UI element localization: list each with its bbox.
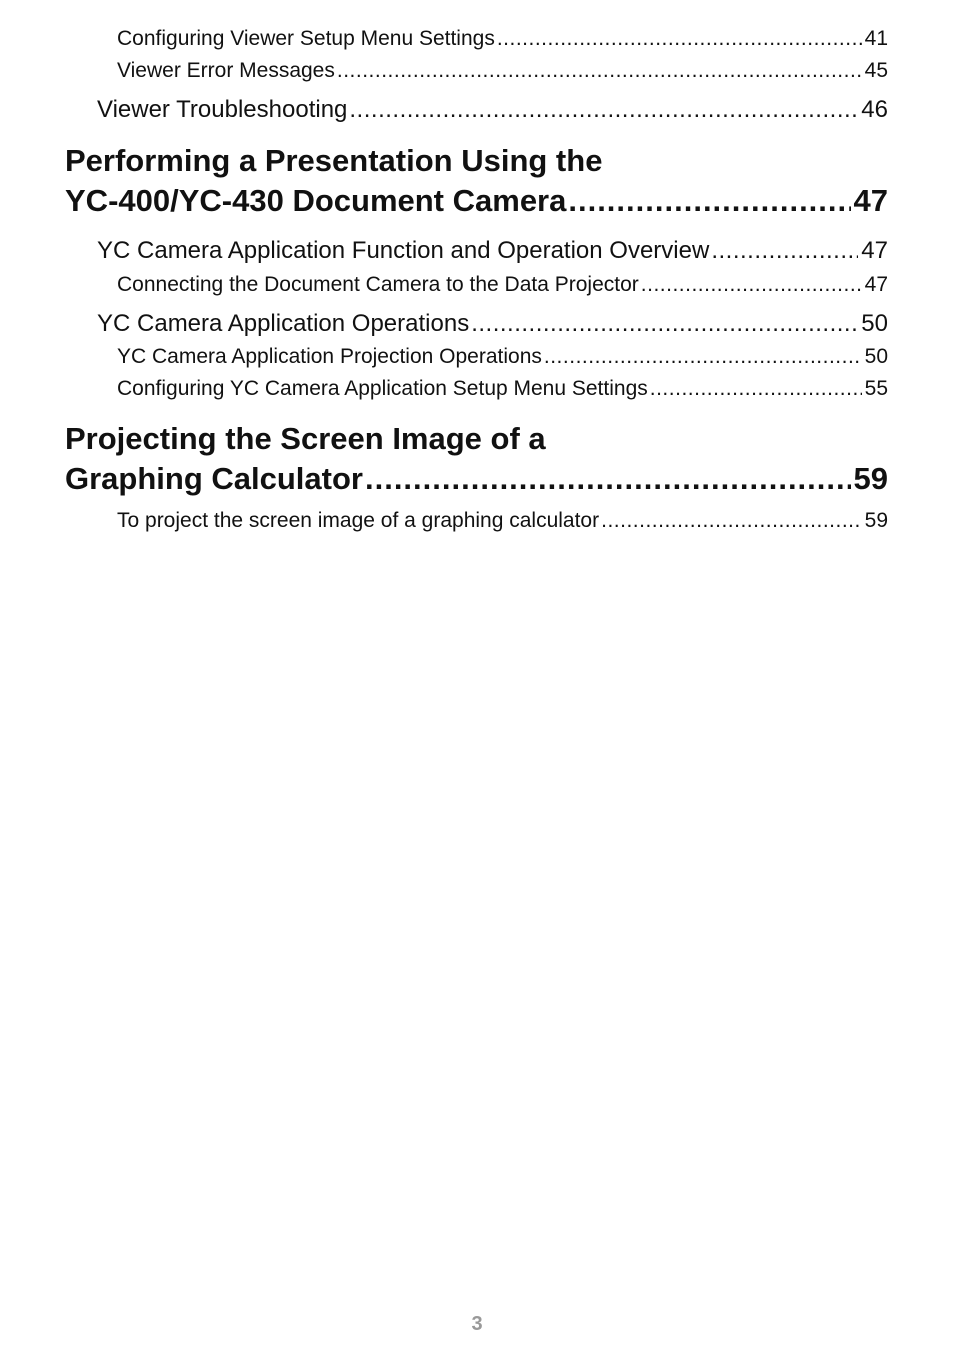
toc-entry-yc-projection[interactable]: [117, 345, 888, 369]
toc-entry-label: Viewer Troubleshooting: [97, 96, 348, 123]
toc-entry-page: 59: [853, 461, 888, 496]
toc-entry-label: To project the screen image of a graphing calculator: [117, 509, 600, 532]
toc-entry-page: 46: [861, 96, 888, 123]
toc-entry-page: 47: [861, 237, 888, 264]
dot-leader: [641, 273, 862, 297]
chapter-title-doc-camera-line2: YC-400/YC-430 Document Camera: [65, 183, 567, 218]
toc-entry-label: YC Camera Application Function and Operation Overview: [97, 237, 710, 264]
dot-leader: [601, 509, 862, 533]
toc-entry-page: 47: [853, 183, 888, 218]
toc-entry-page: 50: [864, 345, 888, 368]
dot-leader: [711, 237, 858, 265]
dot-leader: [497, 27, 862, 51]
chapter-title-doc-camera-line1[interactable]: Performing a Presentation Using the: [65, 143, 603, 178]
toc-entry-label: Configuring YC Camera Application Setup Menu Settings: [117, 377, 648, 400]
toc-entry-page: 59: [864, 509, 888, 532]
dot-leader: [544, 345, 862, 369]
dot-leader: [471, 310, 858, 338]
toc-entry-yc-overview[interactable]: [97, 237, 888, 265]
toc-entry-viewer-troubleshooting[interactable]: [97, 96, 888, 124]
toc-entry-connecting-camera[interactable]: [117, 273, 888, 297]
dot-leader: [568, 183, 850, 219]
toc-entry-label: YC Camera Application Projection Operations: [117, 345, 542, 368]
chapter-title-calculator-line1[interactable]: Projecting the Screen Image of a: [65, 421, 546, 456]
toc-entry-viewer-errors[interactable]: [117, 59, 888, 83]
toc-entry-yc-setup[interactable]: [117, 377, 888, 401]
toc-entry-label: Configuring Viewer Setup Menu Settings: [117, 27, 495, 50]
dot-leader: [349, 96, 858, 124]
chapter-title-calculator-line2: Graphing Calculator: [65, 461, 363, 496]
toc-entry-label: Connecting the Document Camera to the Data Projector: [117, 273, 639, 296]
toc-entry-viewer-setup[interactable]: [117, 27, 888, 51]
toc-entry-yc-operations[interactable]: [97, 310, 888, 338]
toc-entry-page: 55: [864, 377, 888, 400]
toc-entry-label: Viewer Error Messages: [117, 59, 335, 82]
toc-entry-page: 45: [864, 59, 888, 82]
toc-entry-project-calculator[interactable]: [117, 509, 888, 533]
dot-leader: [337, 59, 862, 83]
dot-leader: [650, 377, 862, 401]
dot-leader: [365, 461, 851, 497]
toc-entry-page: 50: [861, 310, 888, 337]
toc-chapter-calculator[interactable]: [65, 461, 888, 497]
toc-entry-page: 41: [864, 27, 888, 50]
page-number: 3: [471, 1313, 483, 1335]
toc-entry-page: 47: [864, 273, 888, 296]
toc-chapter-doc-camera[interactable]: [65, 183, 888, 219]
toc-entry-label: YC Camera Application Operations: [97, 310, 470, 337]
